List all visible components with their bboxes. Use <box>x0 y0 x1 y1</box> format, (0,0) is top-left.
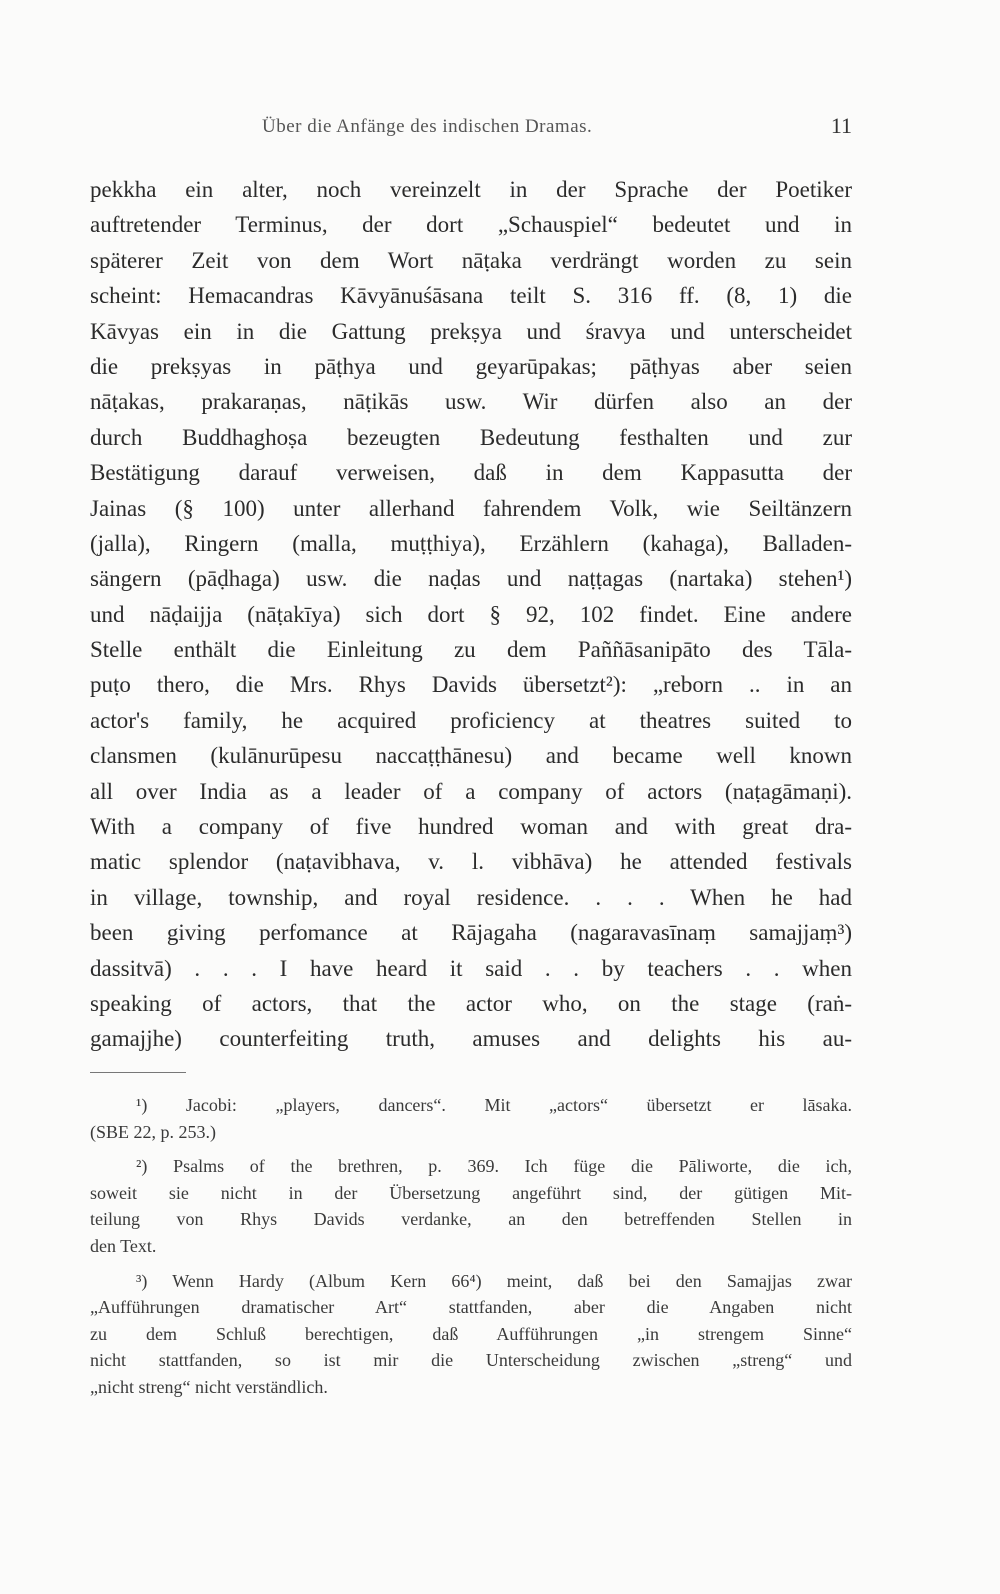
body-line: puṭo thero, die Mrs. Rhys Davids übersetzt²): „reborn .. in an <box>90 672 852 698</box>
footnote-line: „nicht streng“ nicht verständlich. <box>90 1376 328 1397</box>
body-line: durch Buddhaghoṣa bezeugten Bedeutung festhalten und zur <box>90 424 852 450</box>
body-line: Bestätigung darauf verweisen, daß in dem Kappasutta der <box>90 460 852 486</box>
body-line: die prekṣyas in pāṭhya und geyarūpakas; pāṭhyas aber seien <box>90 353 852 379</box>
footnote-line: ¹) Jacobi: „players, dancers“. Mit „actors“ übersetzt er lāsaka. <box>136 1095 852 1115</box>
footnote-2 <box>90 1153 852 1259</box>
footnotes <box>90 1092 852 1409</box>
body-line: gamajjhe) counterfeiting truth, amuses and delights his au- <box>90 1026 852 1052</box>
running-title: Über die Anfänge des indischen Dramas. <box>262 116 593 137</box>
footnote-line: nicht stattfanden, so ist mir die Unterscheidung zwischen „streng“ und <box>90 1350 852 1371</box>
body-line: späterer Zeit von dem Wort nāṭaka verdrängt worden zu sein <box>90 247 852 273</box>
footnote-line: teilung von Rhys Davids verdanke, an den betreffenden Stellen in <box>90 1209 852 1230</box>
body-line: in village, township, and royal residence. . . . When he had <box>90 884 852 910</box>
footnote-line: „Aufführungen dramatischer Art“ stattfanden, aber die Angaben nicht <box>90 1297 852 1318</box>
body-line: actor's family, he acquired proficiency at theatres suited to <box>90 707 852 733</box>
body-line: Stelle enthält die Einleitung zu dem Paññāsanipāto des Tāla- <box>90 637 852 663</box>
footnote-divider <box>90 1072 186 1073</box>
running-head <box>90 113 852 146</box>
body-line: clansmen (kulānurūpesu naccaṭṭhānesu) and became well known <box>90 743 852 769</box>
body-line: Kāvyas ein in die Gattung prekṣya und śravya und unterscheidet <box>90 318 852 344</box>
body-line: Jainas (§ 100) unter allerhand fahrendem Volk, wie Seiltänzern <box>90 495 852 521</box>
body-line: pekkha ein alter, noch vereinzelt in der Sprache der Poetiker <box>90 177 852 202</box>
body-line: With a company of five hundred woman and with great dra- <box>90 814 852 840</box>
footnote-line: den Text. <box>90 1235 157 1256</box>
footnote-3 <box>90 1268 852 1401</box>
body-line: auftretender Terminus, der dort „Schauspiel“ bedeutet und in <box>90 212 852 238</box>
body-line: und nāḍaijja (nāṭakīya) sich dort § 92, 102 findet. Eine andere <box>90 601 852 627</box>
body-line: sängern (pāḍhaga) usw. die naḍas und naṭṭagas (nartaka) stehen¹) <box>90 566 852 592</box>
body-line: dassitvā) . . . I have heard it said . . by teachers . . when <box>90 955 852 981</box>
footnote-line: soweit sie nicht in der Übersetzung angeführt sind, der gütigen Mit- <box>90 1182 852 1203</box>
body-line: (jalla), Ringern (malla, muṭṭhiya), Erzählern (kahaga), Balladen- <box>90 530 852 556</box>
footnote-1 <box>90 1092 852 1145</box>
page-number: 11 <box>830 113 852 138</box>
footnote-line: ³) Wenn Hardy (Album Kern 66⁴) meint, daß bei den Samajjas zwar <box>136 1270 852 1291</box>
body-text <box>90 172 852 1057</box>
body-line: nāṭakas, prakaraṇas, nāṭikās usw. Wir dürfen also an der <box>90 389 852 415</box>
footnote-line: zu dem Schluß berechtigen, daß Aufführungen „in strengem Sinne“ <box>90 1323 852 1344</box>
body-line: matic splendor (naṭavibhava, v. l. vibhāva) he attended festivals <box>90 849 852 875</box>
footnote-line: (SBE 22, p. 253.) <box>90 1121 216 1142</box>
body-line: speaking of actors, that the actor who, on the stage (raṅ- <box>90 990 852 1016</box>
body-line: all over India as a leader of a company of actors (naṭagāmaṇi). <box>90 778 852 804</box>
footnote-line: ²) Psalms of the brethren, p. 369. Ich füge die Pāliworte, die ich, <box>136 1156 852 1177</box>
body-line: scheint: Hemacandras Kāvyānuśāsana teilt S. 316 ff. (8, 1) die <box>90 283 852 309</box>
body-line: been giving perfomance at Rājagaha (nagaravasīnaṃ samajjaṃ³) <box>90 920 852 946</box>
